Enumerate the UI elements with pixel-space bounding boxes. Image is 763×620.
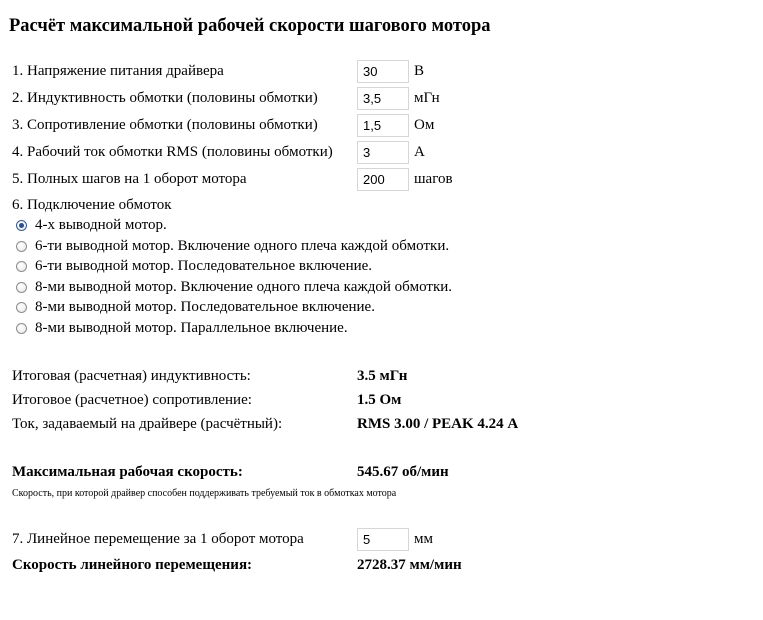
connection-option-label: 6-ти выводной мотор. Последовательное включение. — [35, 257, 373, 274]
steps-unit: шагов — [414, 171, 453, 187]
result-inductance-value: 3.5 мГн — [357, 368, 408, 384]
connection-option-8-wire-half[interactable] — [16, 278, 452, 296]
linear-speed-value: 2728.37 мм/мин — [357, 557, 462, 573]
result-resistance-value: 1.5 Ом — [357, 392, 402, 408]
inductance-unit: мГн — [414, 90, 440, 106]
connection-option-8-wire-parallel[interactable] — [16, 319, 348, 337]
connection-option-4-wire[interactable] — [16, 216, 167, 234]
radio-unchecked-icon[interactable] — [16, 302, 27, 313]
connection-option-label: 8-ми выводной мотор. Последовательное включение. — [35, 298, 375, 315]
resistance-label: 3. Сопротивление обмотки (половины обмотки) — [12, 117, 318, 133]
max-speed-label: Максимальная рабочая скорость: — [12, 464, 243, 480]
resistance-input[interactable] — [357, 114, 409, 137]
connection-option-label: 8-ми выводной мотор. Включение одного плеча каждой обмотки. — [35, 278, 453, 295]
radio-unchecked-icon[interactable] — [16, 323, 27, 334]
resistance-unit: Ом — [414, 117, 435, 133]
steps-label: 5. Полных шагов на 1 оборот мотора — [12, 171, 247, 187]
radio-checked-icon[interactable] — [16, 220, 27, 231]
connection-label: 6. Подключение обмоток — [12, 197, 172, 213]
voltage-unit: В — [414, 63, 425, 79]
inductance-input[interactable] — [357, 87, 409, 110]
radio-unchecked-icon[interactable] — [16, 261, 27, 272]
connection-option-6-wire-series[interactable] — [16, 257, 372, 275]
radio-unchecked-icon[interactable] — [16, 282, 27, 293]
page-title: Расчёт максимальной рабочей скорости шагового мотора — [9, 16, 491, 36]
current-unit: А — [414, 144, 425, 160]
result-resistance-label: Итоговое (расчетное) сопротивление: — [12, 392, 252, 408]
voltage-label: 1. Напряжение питания драйвера — [12, 63, 224, 79]
current-input[interactable] — [357, 141, 409, 164]
linear-speed-label: Скорость линейного перемещения: — [12, 557, 253, 573]
connection-option-label: 6-ти выводной мотор. Включение одного плеча каждой обмотки. — [35, 237, 450, 254]
connection-option-label: 8-ми выводной мотор. Параллельное включение. — [35, 319, 348, 336]
linear-move-label: 7. Линейное перемещение за 1 оборот мотора — [12, 531, 304, 547]
result-inductance-label: Итоговая (расчетная) индуктивность: — [12, 368, 251, 384]
linear-move-input[interactable] — [357, 528, 409, 551]
connection-option-8-wire-series[interactable] — [16, 298, 375, 316]
max-speed-note: Скорость, при которой драйвер способен поддерживать требуемый ток в обмотках мотора — [12, 488, 397, 499]
connection-option-label: 4-х выводной мотор. — [35, 216, 167, 233]
connection-option-6-wire-half[interactable] — [16, 237, 449, 255]
steps-input[interactable] — [357, 168, 409, 191]
voltage-input[interactable] — [357, 60, 409, 83]
result-current-label: Ток, задаваемый на драйвере (расчётный): — [12, 416, 283, 432]
linear-move-unit: мм — [414, 531, 433, 547]
current-label: 4. Рабочий ток обмотки RMS (половины обмотки) — [12, 144, 333, 160]
inductance-label: 2. Индуктивность обмотки (половины обмотки) — [12, 90, 318, 106]
max-speed-value: 545.67 об/мин — [357, 464, 449, 480]
result-current-value: RMS 3.00 / PEAK 4.24 А — [357, 416, 519, 432]
radio-unchecked-icon[interactable] — [16, 241, 27, 252]
